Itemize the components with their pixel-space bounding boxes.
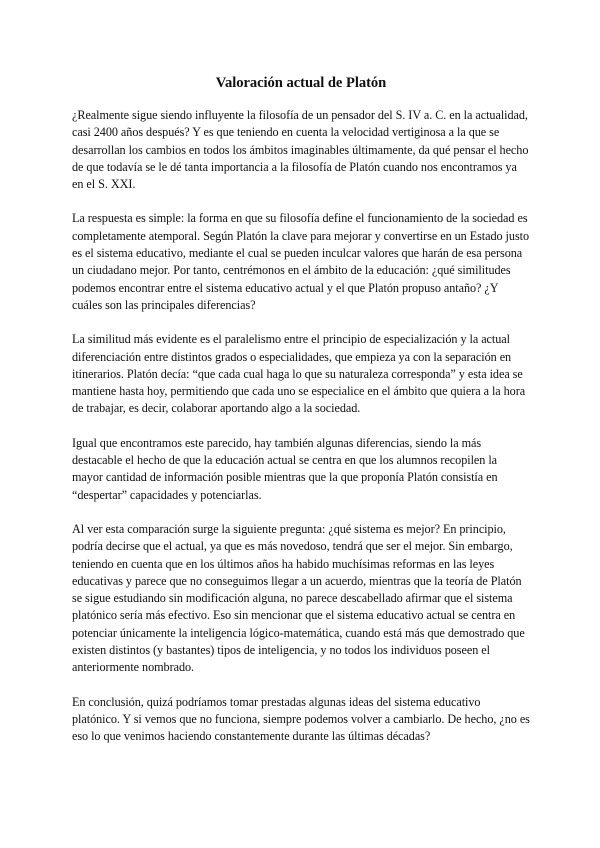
- paragraph-comparison: Al ver esta comparación surge la siguiente pregunta: ¿qué sistema es mejor? En principio, podría decirse que el actual, ya que es más novedoso, tendrá que ser el mejor. Sin embargo, teniendo en cuenta que en los últimos años ha habido muchísimas reformas en las leyes educativas y parece que no conseguimos llegar a un acuerdo, mientras que la teoría de Platón se sigue estudiando sin modificación alguna, no parece descabellado afirmar que el sistema platónico sería más efectivo. Eso sin mencionar que el sistema educativo actual se centra en potenciar únicamente la inteligencia lógico-matemática, cuando está más que demostrado que existen distintos (y bastantes) tipos de inteligencia, y no todos los individuos poseen el anteriormente nombrado.: [72, 521, 525, 675]
- paragraph-intro: ¿Realmente sigue siendo influyente la filosofía de un pensador del S. IV a. C. en la actualidad, casi 2400 años después? Y es que teniendo en cuenta la velocidad vertiginosa a la que se desarrollan los cambios en todos los ámbitos imaginables últimamente, da qué pensar el hecho de que todavía se le dé tanta importancia a la filosofía de Platón cuando nos encontramos ya en el S. XXI.: [72, 108, 529, 192]
- paragraph-similarity: La similitud más evidente es el paralelismo entre el principio de especialización y la actual diferenciación entre distintos grados o especialidades, que empieza ya con la separación en itinerarios. Platón decía: “que cada cual haga lo que su naturaleza corresponda” y esta idea se mantiene hasta hoy, permitiendo que cada uno se especialice en el ámbito que quiera a la hora de trabajar, es decir, colaborar aportando algo a la sociedad.: [72, 332, 526, 416]
- paragraph-answer: La respuesta es simple: la forma en que su filosofía define el funcionamiento de la sociedad es completamente atemporal. Según Platón la clave para mejorar y convertirse en un Estado justo es el sistema educativo, mediante el cual se pueden inculcar valores que harán de esa persona un ciudadano mejor. Por tanto, centrémonos en el ámbito de la educación: ¿qué similitudes podemos encontrar entre el sistema educativo actual y el que Platón propuso antaño? ¿Y cuáles son las principales diferencias?: [72, 211, 530, 312]
- paragraph-differences: Igual que encontramos este parecido, hay también algunas diferencias, siendo la más destacable el hecho de que la educación actual se centra en que los alumnos recopilen la mayor cantidad de información posible mientras que la que proponía Platón consistía en “despertar” capacidades y potenciarlas.: [72, 435, 498, 502]
- document-body: [72, 74, 530, 763]
- paragraph-conclusion: En conclusión, quizá podríamos tomar prestadas algunas ideas del sistema educativo platónico. Y si vemos que no funciona, siempre podemos volver a cambiarlo. De hecho, ¿no es eso lo que venimos haciendo constantemente durante las últimas décadas?: [72, 694, 530, 744]
- document-title: Valoración actual de Platón: [215, 75, 387, 91]
